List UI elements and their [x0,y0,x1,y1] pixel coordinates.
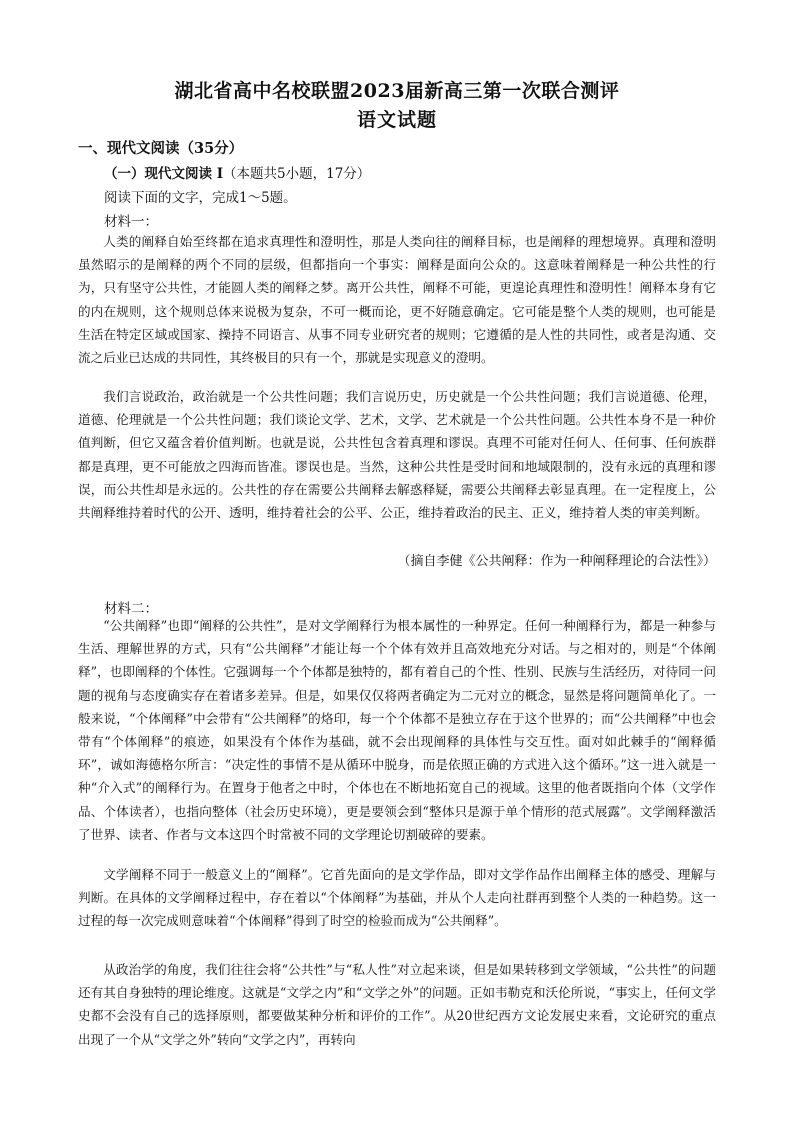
material2-label: 材料二： [104,601,158,617]
exam-title: 湖北省高中名校联盟2023届新高三第一次联合测评 [174,80,620,102]
subsection-note: （本题共5小题，17分） [223,166,371,182]
material1-paragraph-2: 我们言说政治，政治就是一个公共性问题；我们言说历史，历史就是一个公共性问题；我们言说道德、伦理，道德、伦理就是一个公共性问题；我们谈论文学、艺术，文学、艺术就是一个公共性问题。公共性本身不是一种价值判断，但它又蕴含着价值判断。也就是说，公共性包含着真理和谬误。真理不可能对任何人、任何事、任何族群都是真理，更不可能放之四海而皆准。谬误也是。当然，这种公共性是受时间和地域限制的，没有永远的真理和谬误，而公共性却是永远的。公共性的存在需要公共阐释去解惑释疑，需要公共阐释去彰显真理。在一定程度上，公共阐释维持着时代的公开、透明，维持着社会的公平、公正，维持着政治的民主、正义，维持着人类的审美判断。 [78,389,716,521]
material2-paragraph-2: 文学阐释不同于一般意义上的“阐释”。它首先面向的是文学作品，即对文学作品作出阐释主体的感受、理解与判断。在具体的文学阐释过程中，存在着以“个体阐释”为基础，并从个人走向社群再到整个人类的一种趋势。这一过程的每一次完成则意味着“个体阐释”得到了时空的检验而成为“公共阐释”。 [78,867,716,929]
material2-paragraph-3: 从政治学的角度，我们往往会将“公共性”与“私人性”对立起来谈，但是如果转移到文学领域，“公共性”的问题还有其自身独特的理论维度。这就是“文学之内”和“文学之外”的问题。正如韦勒克和沃伦所说，“事实上，任何文学史都不会没有自己的选择原则，都要做某种分析和评价的工作”。从20世纪西方文论发展史来看，文论研究的重点出现了一个从“文学之外”转向“文学之内”，再转向 [78,962,716,1047]
section-heading: 一、现代文阅读（35分） [78,140,244,157]
material1-label: 材料一： [104,214,158,230]
subsection-title: （一）现代文阅读 I [104,166,224,182]
material2-paragraph-1: “公共阐释”也即“阐释的公共性”，是对文学阐释行为根本属性的一种界定。任何一种阐释行为，都是一种参与生活、理解世界的方式，只有“公共阐释”才能让每一个个体有效并且高效地充分对话。与之相对的，则是“个体阐释”，也即阐释的个体性。它强调每一个个体都是独特的，都有着自己的个性、性别、民族与生活经历，对待同一问题的视角与态度确实存在着诸多差异。但是，如果仅仅将两者确定为二元对立的概念，显然是将问题简单化了。一般来说，“个体阐释”中会带有“公共阐释”的烙印，每一个个体都不是独立存在于这个世界的；而“公共阐释”中也会带有“个体阐释”的痕迹，如果没有个体作为基础，就不会出现阐释的具体性与交互性。面对如此棘手的“阐释循环”，诚如海德格尔所言：“决定性的事情不是从循环中脱身，而是依照正确的方式进入这个循环。”这一进入就是一种“介入式”的阐释行为。在置身于他者之中时，个体也在不断地拓宽自己的视域。这里的他者既指向个体（文学作品、个体读者），也指向整体（社会历史环境），更是要领会到“整体只是源于单个情形的范式展露”。文学阐释激活了世界、读者、作者与文本这四个时常被不同的文学理论切割破碎的要素。 [78,618,716,842]
reading-instruction: 阅读下面的文字，完成1～5题。 [104,190,297,206]
subsection-heading [104,162,370,182]
material1-source: （摘自李健《公共阐释：作为一种阐释理论的合法性》） [397,554,716,569]
material1-paragraph-1: 人类的阐释自始至终都在追求真理性和澄明性，那是人类向往的阐释目标，也是阐释的理想境界。真理和澄明虽然昭示的是阐释的两个不同的层级，但都指向一个事实：阐释是面向公众的。这意味着阐释是一种公共性的行为，只有坚守公共性，才能圆人类的阐释之梦。离开公共性，阐释不可能，更遑论真理性和澄明性！阐释本身有它的内在规则，这个规则总体来说极为复杂，不可一概而论，更不好随意确定。它可能是整个人类的规则，也可能是生活在特定区域或国家、操持不同语言、从事不同专业研究者的规则；它遵循的是人性的共同性，或者是沟通、交流之后业已达成的共同性，其终极目的只有一个，那就是实现意义的澄明。 [78,234,716,366]
exam-subject-title: 语文试题 [356,109,437,131]
